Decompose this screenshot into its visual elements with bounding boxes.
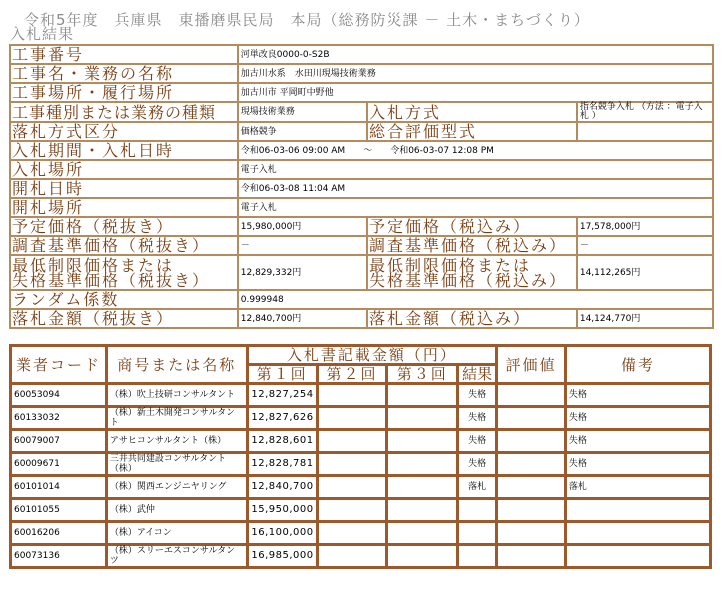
label-nyusatsu-basho: 入札場所 — [10, 160, 238, 179]
table-row — [11, 545, 711, 568]
header-remarks: 備考 — [565, 346, 710, 384]
cell-code: 60016206 — [11, 522, 107, 545]
cell-code: 60053094 — [11, 384, 107, 407]
value-rakusatsu-nuki: 12,840,700円 — [238, 309, 367, 328]
cell-round1: 12,827,254 — [247, 384, 317, 407]
cell-result — [458, 522, 497, 545]
cell-remarks — [565, 522, 710, 545]
value-chousa-nuki: － — [238, 236, 367, 255]
info-row — [10, 198, 713, 217]
info-row — [10, 309, 713, 328]
cell-name: （株）武仲 — [106, 499, 247, 522]
cell-round1: 16,985,000 — [247, 545, 317, 568]
value-rakusatsu-kubun: 価格競争 — [238, 122, 367, 141]
cell-code: 60073136 — [11, 545, 107, 568]
header-result: 結果 — [458, 365, 497, 384]
cell-result: 落札 — [458, 476, 497, 499]
header-code: 業者コード — [11, 346, 107, 384]
cell-name: （株）関西エンジニヤリング — [106, 476, 247, 499]
info-row — [10, 141, 713, 160]
cell-code: 60101055 — [11, 499, 107, 522]
cell-name: アサヒコンサルタント（株） — [106, 430, 247, 453]
value-nyusatsu-houshiki: 指名競争入札 （方法 ：電子入札 ） — [577, 102, 713, 122]
cell-remarks: 失格 — [565, 430, 710, 453]
cell-round3 — [387, 522, 458, 545]
cell-result: 失格 — [458, 384, 497, 407]
cell-score — [497, 545, 566, 568]
label-kouji-basho: 工事場所・履行場所 — [10, 83, 238, 102]
cell-score — [497, 453, 566, 476]
info-row — [10, 255, 713, 290]
label-sougou-hyouka: 総合評価型式 — [367, 122, 577, 141]
info-row — [10, 179, 713, 198]
cell-round3 — [387, 453, 458, 476]
table-row — [11, 476, 711, 499]
cell-result — [458, 545, 497, 568]
cell-result: 失格 — [458, 453, 497, 476]
cell-remarks — [565, 545, 710, 568]
table-row — [11, 430, 711, 453]
label-saitei-komi — [367, 255, 577, 290]
info-row — [10, 102, 713, 122]
cell-round3 — [387, 430, 458, 453]
cell-round3 — [387, 384, 458, 407]
label-nyusatsu-houshiki: 入札方式 — [367, 102, 577, 122]
cell-round1: 12,828,781 — [247, 453, 317, 476]
value-chousa-komi: － — [577, 236, 713, 255]
info-row — [10, 290, 713, 309]
cell-name: （株）新土木開発コンサルタント — [106, 407, 247, 430]
cell-round2 — [317, 499, 387, 522]
table-row — [11, 499, 711, 522]
cell-remarks: 失格 — [565, 407, 710, 430]
cell-code: 60101014 — [11, 476, 107, 499]
label-yotei-komi: 予定価格（税込み） — [367, 217, 577, 236]
cell-round2 — [317, 453, 387, 476]
table-row — [11, 407, 711, 430]
info-row — [10, 217, 713, 236]
value-kouji-basho: 加古川市 平岡町中野他 — [238, 83, 713, 102]
cell-round1: 12,840,700 — [247, 476, 317, 499]
cell-round2 — [317, 522, 387, 545]
cell-round1: 16,100,000 — [247, 522, 317, 545]
label-rakusatsu-komi: 落札金額（税込み） — [367, 309, 577, 328]
label-line: 最低制限価格または — [12, 255, 175, 275]
label-kouji-shubetsu: 工事種別または業務の種類 — [10, 102, 238, 122]
cell-code: 60133032 — [11, 407, 107, 430]
label-line: 失格基準価格（税抜き） — [12, 270, 211, 290]
page-subtitle: 入札結果 — [10, 25, 75, 43]
header-name: 商号または名称 — [106, 346, 247, 384]
value-kaisatsu-basho: 電子入札 — [238, 198, 713, 217]
label-rakusatsu-kubun: 落札方式区分 — [10, 122, 238, 141]
cell-remarks: 失格 — [565, 453, 710, 476]
header-round2: 第２回 — [317, 365, 387, 384]
value-kouji-mei: 加古川水系 水田川現場技術業務 — [238, 64, 713, 83]
cell-round3 — [387, 407, 458, 430]
label-line: 失格基準価格（税込み） — [368, 270, 567, 290]
value-yotei-nuki: 15,980,000円 — [238, 217, 367, 236]
cell-round3 — [387, 545, 458, 568]
info-row — [10, 83, 713, 102]
value-nyusatsu-basho: 電子入札 — [238, 160, 713, 179]
cell-name: （株）スリーエスコンサルタンツ — [106, 545, 247, 568]
header-score: 評価値 — [497, 346, 566, 384]
info-row — [10, 160, 713, 179]
label-kouji-bangou: 工事番号 — [10, 45, 238, 64]
cell-score — [497, 499, 566, 522]
header-round1: 第１回 — [247, 365, 317, 384]
cell-score — [497, 476, 566, 499]
value-nyusatsu-kikan: 令和06-03-06 09:00 AM ～ 令和06-03-07 12:08 PM — [238, 141, 713, 160]
cell-name: （株）吹上技研コンサルタント — [106, 384, 247, 407]
value-kouji-bangou: 河単改良0000-0-S2B — [238, 45, 713, 64]
value-yotei-komi: 17,578,000円 — [577, 217, 713, 236]
cell-score — [497, 522, 566, 545]
value-kouji-shubetsu: 現場技術業務 — [238, 102, 367, 122]
table-row — [11, 522, 711, 545]
cell-code: 60009671 — [11, 453, 107, 476]
header-amount-group: 入札書記載金額（円） — [247, 346, 496, 365]
label-saitei-nuki — [10, 255, 238, 290]
label-random: ランダム係数 — [10, 290, 238, 309]
cell-score — [497, 384, 566, 407]
cell-result — [458, 499, 497, 522]
value-rakusatsu-komi: 14,124,770円 — [577, 309, 713, 328]
cell-round2 — [317, 545, 387, 568]
value-random: 0.999948 — [238, 290, 713, 309]
cell-round1: 12,828,601 — [247, 430, 317, 453]
table-row — [11, 384, 711, 407]
cell-remarks — [565, 499, 710, 522]
cell-score — [497, 407, 566, 430]
info-row — [10, 45, 713, 64]
label-chousa-komi: 調査基準価格（税込み） — [367, 236, 577, 255]
cell-score — [497, 430, 566, 453]
info-row — [10, 236, 713, 255]
label-chousa-nuki: 調査基準価格（税抜き） — [10, 236, 238, 255]
cell-round1: 12,827,626 — [247, 407, 317, 430]
cell-name: （株）アイコン — [106, 522, 247, 545]
value-sougou-hyouka — [577, 122, 713, 141]
bid-info-table — [9, 44, 714, 329]
cell-round2 — [317, 430, 387, 453]
label-rakusatsu-nuki: 落札金額（税抜き） — [10, 309, 238, 328]
value-kaisatsu-nichiji: 令和06-03-08 11:04 AM — [238, 179, 713, 198]
cell-round2 — [317, 476, 387, 499]
cell-result: 失格 — [458, 407, 497, 430]
cell-remarks: 失格 — [565, 384, 710, 407]
header-row — [11, 346, 711, 365]
cell-name: 三井共同建設コンサルタント（株） — [106, 453, 247, 476]
info-row — [10, 64, 713, 83]
label-kaisatsu-nichiji: 開札日時 — [10, 179, 238, 198]
page-title: 令和5年度 兵庫県 東播磨県民局 本局（総務防災課 － 土木・まちづくり） — [24, 11, 590, 29]
label-nyusatsu-kikan: 入札期間・入札日時 — [10, 141, 238, 160]
cell-round1: 15,950,000 — [247, 499, 317, 522]
label-yotei-nuki: 予定価格（税抜き） — [10, 217, 238, 236]
info-row — [10, 122, 713, 141]
bids-table — [9, 344, 712, 569]
value-saitei-komi: 14,112,265円 — [577, 255, 713, 290]
label-kaisatsu-basho: 開札場所 — [10, 198, 238, 217]
table-row — [11, 453, 711, 476]
header-round3: 第３回 — [387, 365, 458, 384]
cell-round3 — [387, 476, 458, 499]
cell-round2 — [317, 407, 387, 430]
cell-round2 — [317, 384, 387, 407]
label-kouji-mei: 工事名・業務の名称 — [10, 64, 238, 83]
value-saitei-nuki: 12,829,332円 — [238, 255, 367, 290]
label-line: 最低制限価格または — [368, 255, 531, 275]
cell-remarks: 落札 — [565, 476, 710, 499]
cell-code: 60079007 — [11, 430, 107, 453]
cell-round3 — [387, 499, 458, 522]
cell-result: 失格 — [458, 430, 497, 453]
